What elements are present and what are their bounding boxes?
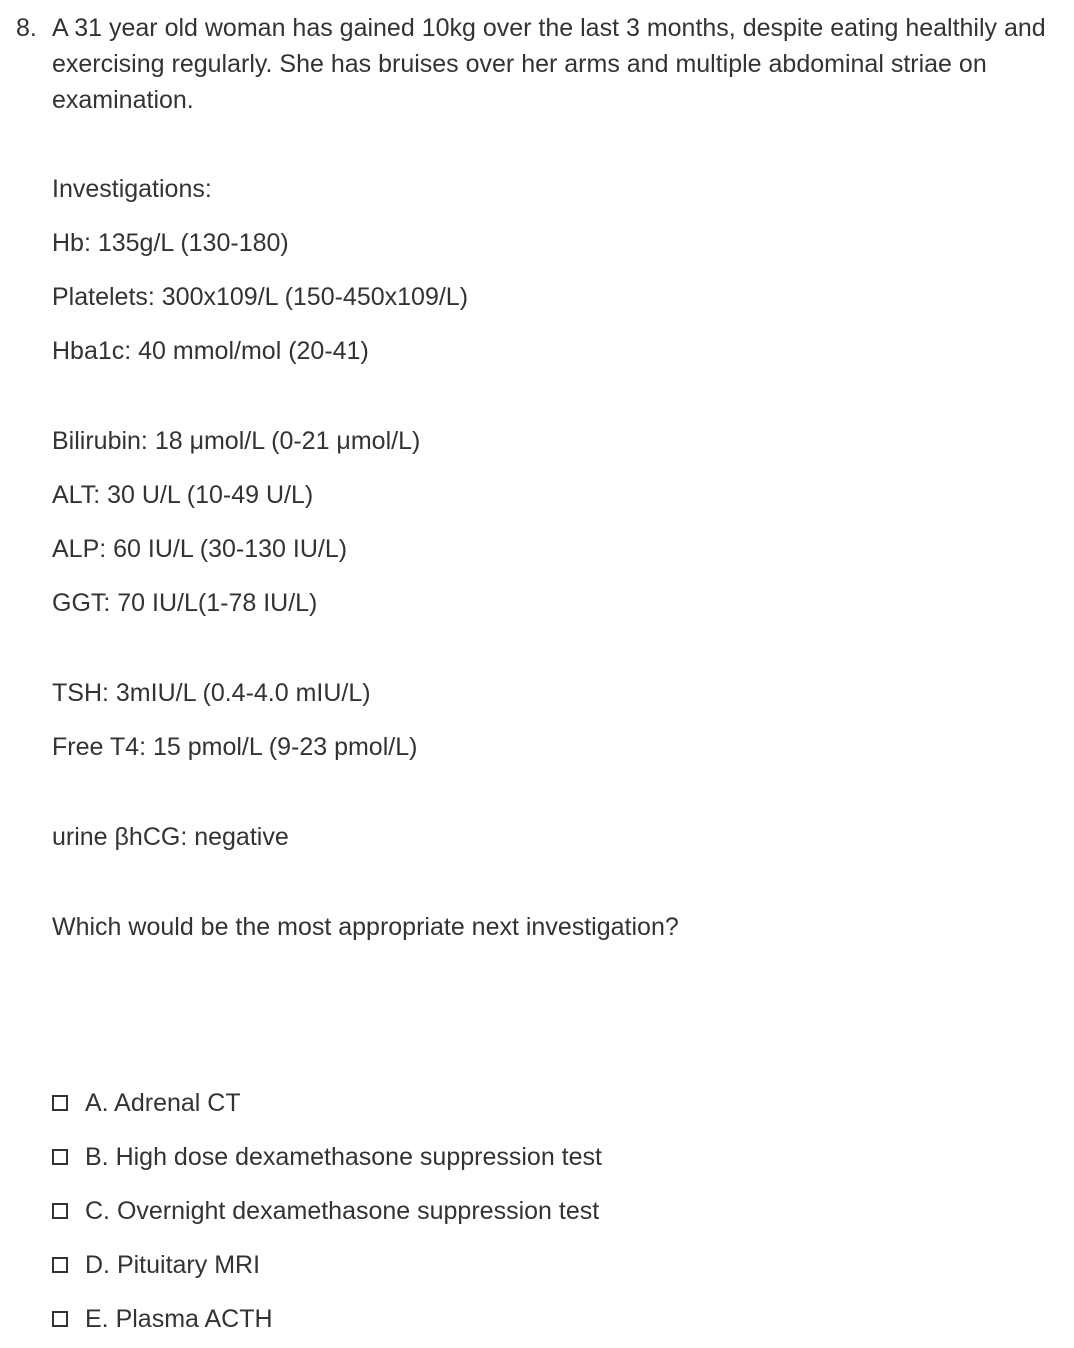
checkbox-icon[interactable] — [52, 1095, 68, 1111]
checkbox-icon[interactable] — [52, 1311, 68, 1327]
option-label: A. Adrenal CT — [85, 1089, 241, 1117]
result-bilirubin: Bilirubin: 18 μmol/L (0-21 μmol/L) — [52, 427, 421, 455]
question-prompt: Which would be the most appropriate next investigation? — [52, 913, 679, 941]
result-free-t4: Free T4: 15 pmol/L (9-23 pmol/L) — [52, 733, 418, 761]
option-a[interactable] — [52, 1088, 241, 1118]
result-alp: ALP: 60 IU/L (30-130 IU/L) — [52, 535, 348, 563]
question-block — [16, 10, 1061, 118]
option-c[interactable] — [52, 1196, 599, 1226]
option-label: E. Plasma ACTH — [85, 1305, 273, 1333]
result-alt: ALT: 30 U/L (10-49 U/L) — [52, 481, 314, 509]
option-label: C. Overnight dexamethasone suppression test — [85, 1197, 600, 1225]
option-e[interactable] — [52, 1304, 273, 1334]
question-stem: A 31 year old woman has gained 10kg over the last 3 months, despite eating healthily and exercising regularly. She has bruises over her arms and multiple abdominal striae on examination. — [52, 14, 1046, 114]
checkbox-icon[interactable] — [52, 1203, 68, 1219]
checkbox-icon[interactable] — [52, 1149, 68, 1165]
checkbox-icon[interactable] — [52, 1257, 68, 1273]
option-label: D. Pituitary MRI — [85, 1251, 261, 1279]
result-platelets: Platelets: 300x109/L (150-450x109/L) — [52, 283, 469, 311]
investigations-heading: Investigations: — [52, 175, 212, 203]
result-hb: Hb: 135g/L (130-180) — [52, 229, 289, 257]
result-hba1c: Hba1c: 40 mmol/mol (20-41) — [52, 337, 369, 365]
option-label: B. High dose dexamethasone suppression test — [85, 1143, 602, 1171]
option-d[interactable] — [52, 1250, 260, 1280]
result-ggt: GGT: 70 IU/L(1-78 IU/L) — [52, 589, 318, 617]
result-bhcg: urine βhCG: negative — [52, 823, 289, 851]
result-tsh: TSH: 3mIU/L (0.4-4.0 mIU/L) — [52, 679, 371, 707]
question-number: 8. — [16, 14, 37, 42]
option-b[interactable] — [52, 1142, 602, 1172]
